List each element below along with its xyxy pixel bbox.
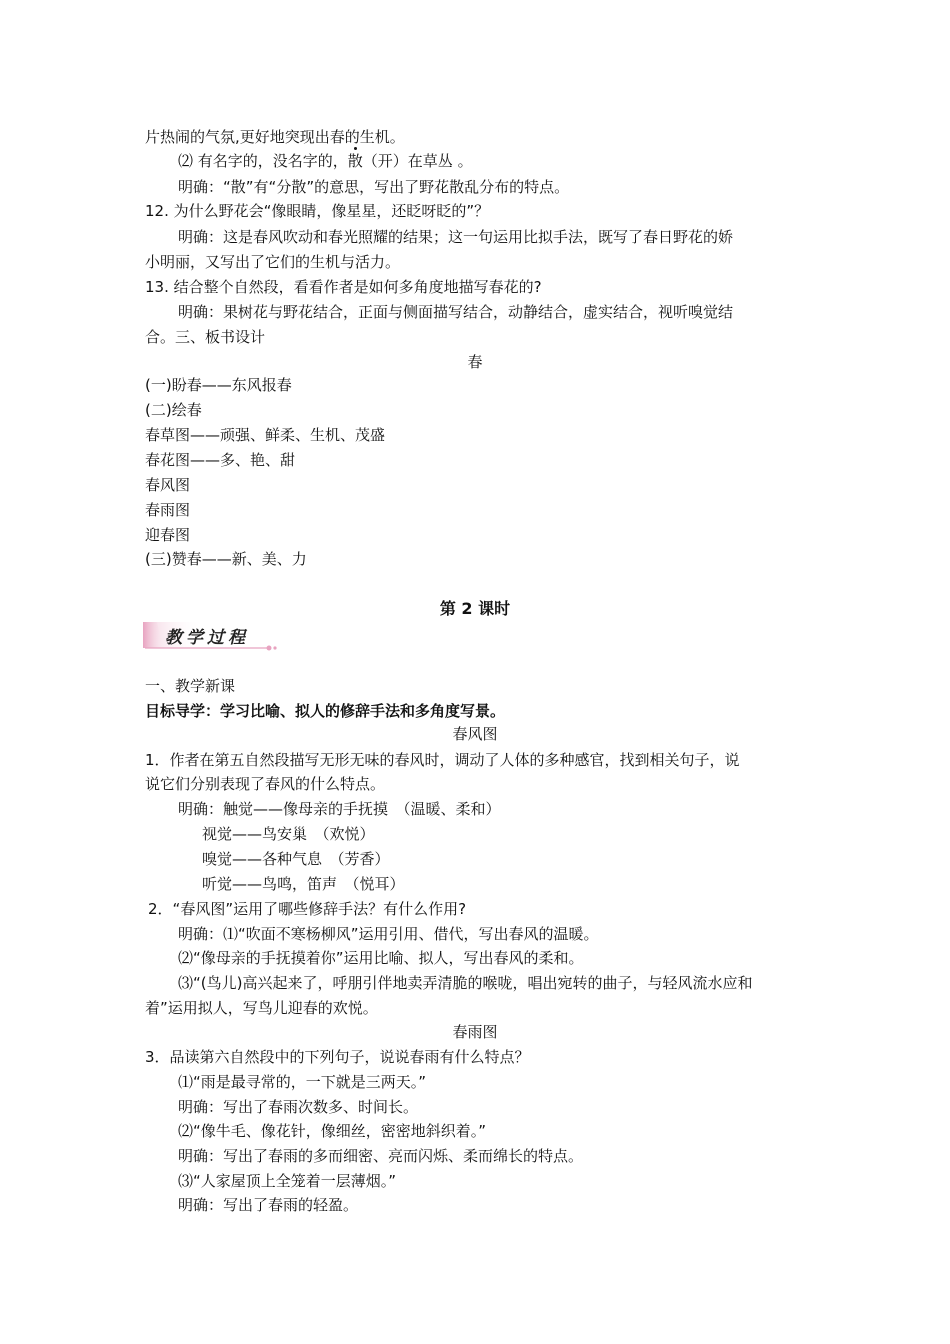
text-line: 说它们分别表现了春风的什么特点。 — [145, 775, 386, 793]
question-3: 3．品读第六自然段中的下列句子，说说春雨有什么特点？ — [145, 1048, 530, 1066]
question-1: 1．作者在第五自然段描写无形无味的春风时，调动了人体的多种感官，找到相关句子，说 — [145, 751, 740, 769]
answer-line: 明确：写出了春雨次数多、时间长。 — [178, 1098, 419, 1116]
answer-line: ⑴“雨是最寻常的，一下就是三两天。” — [178, 1073, 427, 1091]
board-item: (三)赞春——新、美、力 — [145, 550, 307, 568]
answer-line: ⑵“像母亲的手抚摸着你”运用比喻、拟人，写出春风的柔和。 — [178, 949, 584, 967]
answer-line: 明确：写出了春雨的轻盈。 — [178, 1196, 359, 1214]
text-line: 片热闹的气氛,更好地突现出春的生机。 — [145, 128, 405, 146]
text-line: 合。三、板书设计 — [145, 328, 266, 346]
learning-goal: 目标导学：学习比喻、拟人的修辞手法和多角度写景。 — [145, 702, 506, 720]
text-segment: （开）在草丛 。 — [362, 152, 473, 170]
answer-line: ⑶“人家屋顶上全笼着一层薄烟。” — [178, 1172, 397, 1190]
answer-line: 着”运用拟人，写鸟儿迎春的欢悦。 — [145, 999, 378, 1017]
board-item: (一)盼春——东风报春 — [145, 376, 292, 394]
text-line — [178, 151, 473, 171]
subsection-title: 春风图 — [452, 725, 498, 743]
answer-line: 视觉——鸟安巢 （欢悦） — [202, 825, 375, 843]
answer-line: 明确：⑴“吹面不寒杨柳风”运用引用、借代，写出春风的温暖。 — [178, 925, 599, 943]
answer-line: 明确：触觉——像母亲的手抚摸 （温暖、柔和） — [178, 800, 501, 818]
emphasized-character: 散 — [347, 152, 363, 170]
subsection-title: 春雨图 — [452, 1023, 498, 1041]
question-12: 12. 为什么野花会“像眼睛，像星星，还眨呀眨的”？ — [145, 202, 490, 220]
text-line: 明确：果树花与野花结合，正面与侧面描写结合，动静结合，虚实结合，视听嗅觉结 — [178, 303, 734, 321]
answer-line: 明确：写出了春雨的多而细密、亮而闪烁、柔而绵长的特点。 — [178, 1147, 584, 1165]
banner-label: 教学过程 — [165, 628, 249, 648]
text-segment: ⑵ 有名字的，没名字的， — [178, 152, 348, 170]
answer-line: 嗅觉——各种气息 （芳香） — [202, 850, 390, 868]
lesson-title: 第 2 课时 — [439, 599, 511, 618]
text-line: 小明丽，又写出了它们的生机与活力。 — [145, 253, 401, 271]
board-item: 迎春图 — [145, 526, 191, 544]
board-item: 春风图 — [145, 476, 191, 494]
question-13: 13. 结合整个自然段，看看作者是如何多角度地描写春花的? — [145, 278, 542, 296]
text-line: 明确：“散”有“分散”的意思，写出了野花散乱分布的特点。 — [178, 178, 570, 196]
question-2: 2．“春风图”运用了哪些修辞手法？有什么作用? — [148, 900, 467, 918]
board-item: 春草图——顽强、鲜柔、生机、茂盛 — [145, 426, 386, 444]
section-heading: 一、教学新课 — [145, 677, 236, 695]
answer-line: 听觉——鸟鸣，笛声 （悦耳） — [202, 875, 405, 893]
teaching-process-banner — [143, 620, 278, 652]
board-item: 春雨图 — [145, 501, 191, 519]
board-item: 春花图——多、艳、甜 — [145, 451, 296, 469]
text-line: 明确：这是春风吹动和春光照耀的结果；这一句运用比拟手法，既写了春日野花的娇 — [178, 228, 734, 246]
board-title: 春 — [467, 353, 483, 371]
answer-line: ⑵“像牛毛、像花针，像细丝，密密地斜织着。” — [178, 1122, 487, 1140]
answer-line: ⑶“(鸟儿)高兴起来了，呼朋引伴地卖弄清脆的喉咙，唱出宛转的曲子，与轻风流水应和 — [178, 974, 753, 992]
board-item: (二)绘春 — [145, 401, 202, 419]
